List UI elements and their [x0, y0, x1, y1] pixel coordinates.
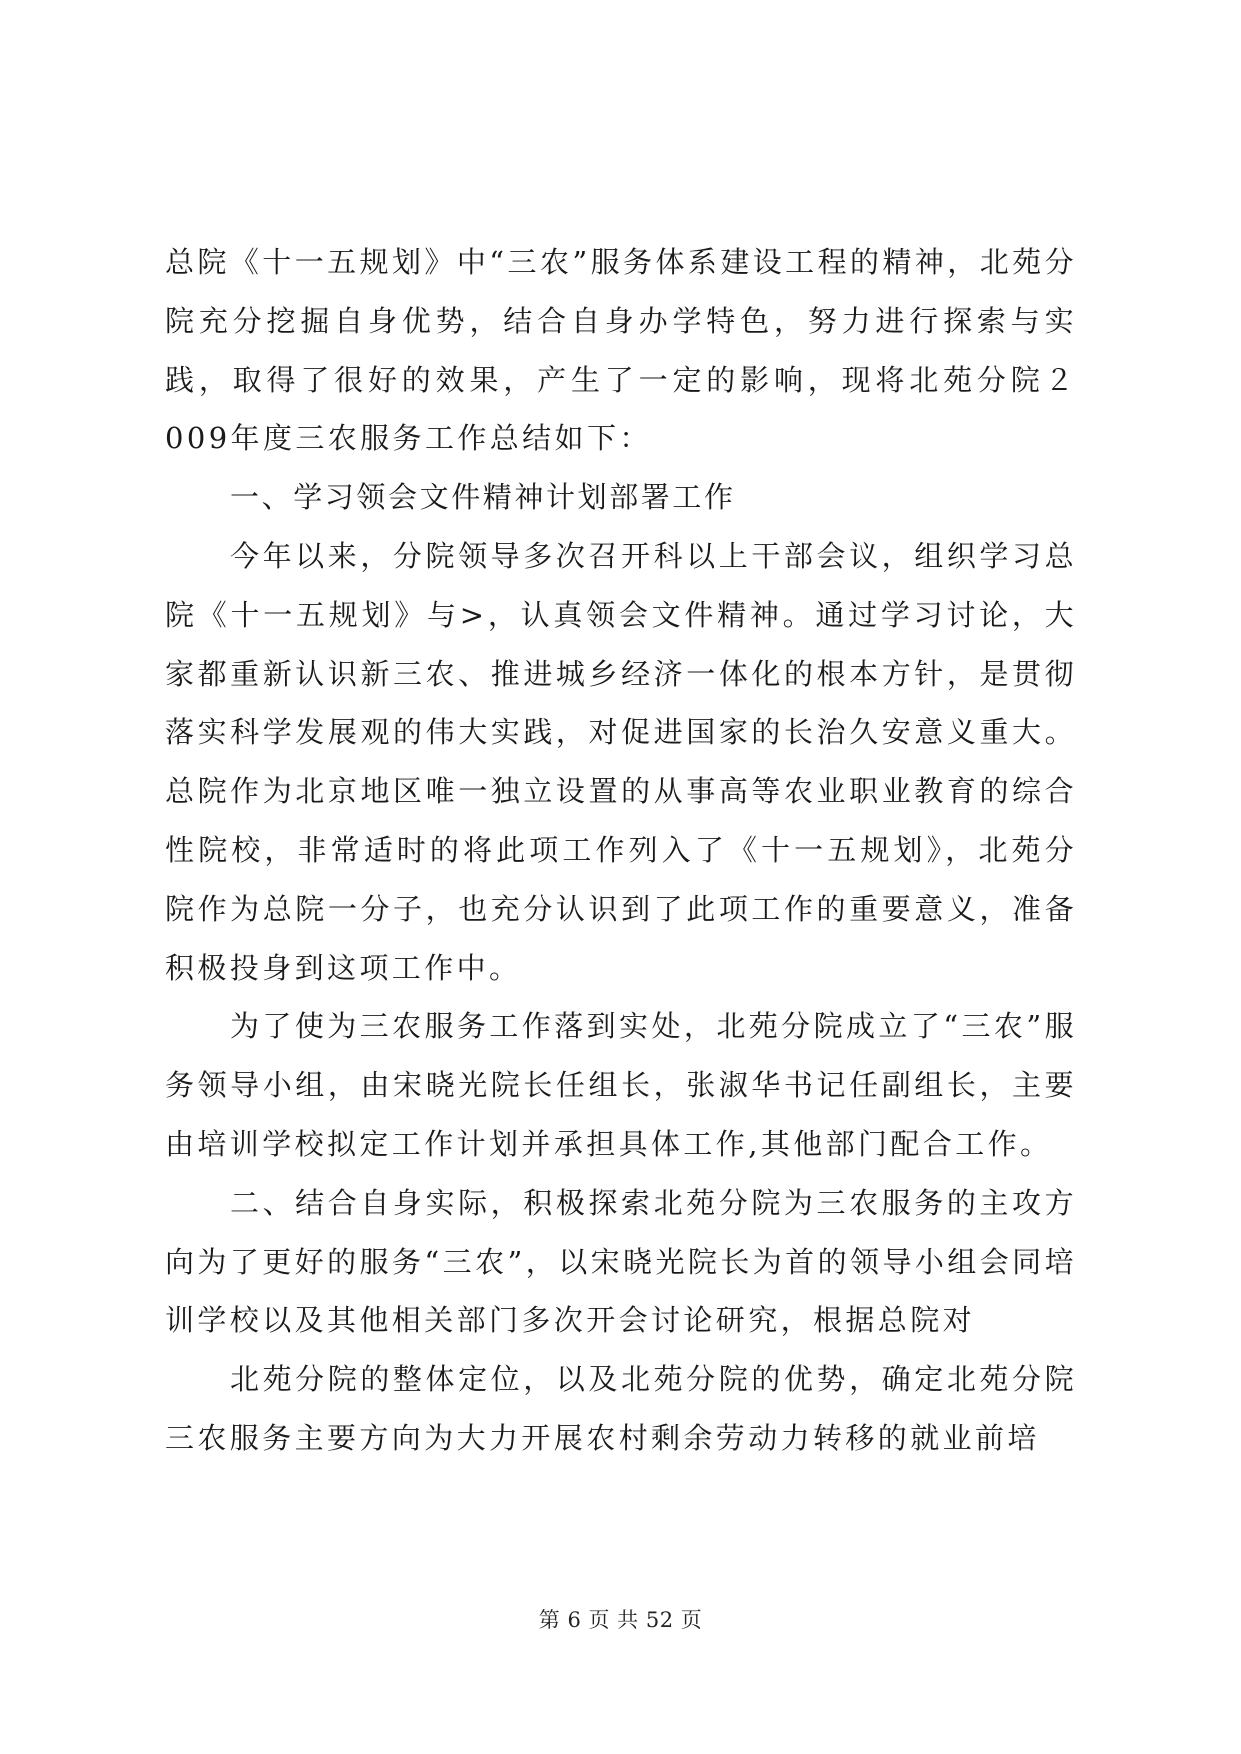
paragraph-section-2: 二、结合自身实际，积极探索北苑分院为三农服务的主攻方向为了更好的服务“三农”，以宋晓光院长为首的领导小组会同培训学校以及其他相关部门多次开会讨论研究，根据总院对 — [165, 1185, 1077, 1338]
paragraph-leadership-group: 为了使为三农服务工作落到实处，北苑分院成立了“三农”服务领导小组，由宋晓光院长任组长，张淑华书记任副组长，主要由培训学校拟定工作计划并承担具体工作,其他部门配合工作。 — [165, 1009, 1077, 1161]
paragraph-intro: 总院《十一五规划》中“三农”服务体系建设工程的精神，北苑分院充分挖掘自身优势，结合自身办学特色，努力进行探索与实践，取得了很好的效果，产生了一定的影响，现将北苑分院２009年度三农服务工作总结如下： — [165, 245, 1077, 456]
section-heading-1: 一、学习领会文件精神计划部署工作 — [230, 480, 736, 515]
paragraph-study: 今年以来，分院领导多次召开科以上干部会议，组织学习总院《十一五规划》与>，认真领会文件精神。通过学习讨论，大家都重新认识新三农、推进城乡经济一体化的根本方针，是贯彻落实科学发展观的伟大实践，对促进国家的长治久安意义重大。总院作为北京地区唯一独立设置的从事高等农业职业教育的综合性院校，非常适时的将此项工作列入了《十一五规划》，北苑分院作为总院一分子，也充分认识到了此项工作的重要意义，准备积极投身到这项工作中。 — [165, 538, 1077, 985]
page-number-footer: 第 6 页 共 52 页 — [538, 1608, 703, 1632]
document-body — [165, 233, 1077, 1468]
paragraph-direction: 北苑分院的整体定位，以及北苑分院的优势，确定北苑分院三农服务主要方向为大力开展农村剩余劳动力转移的就业前培 — [165, 1362, 1077, 1455]
